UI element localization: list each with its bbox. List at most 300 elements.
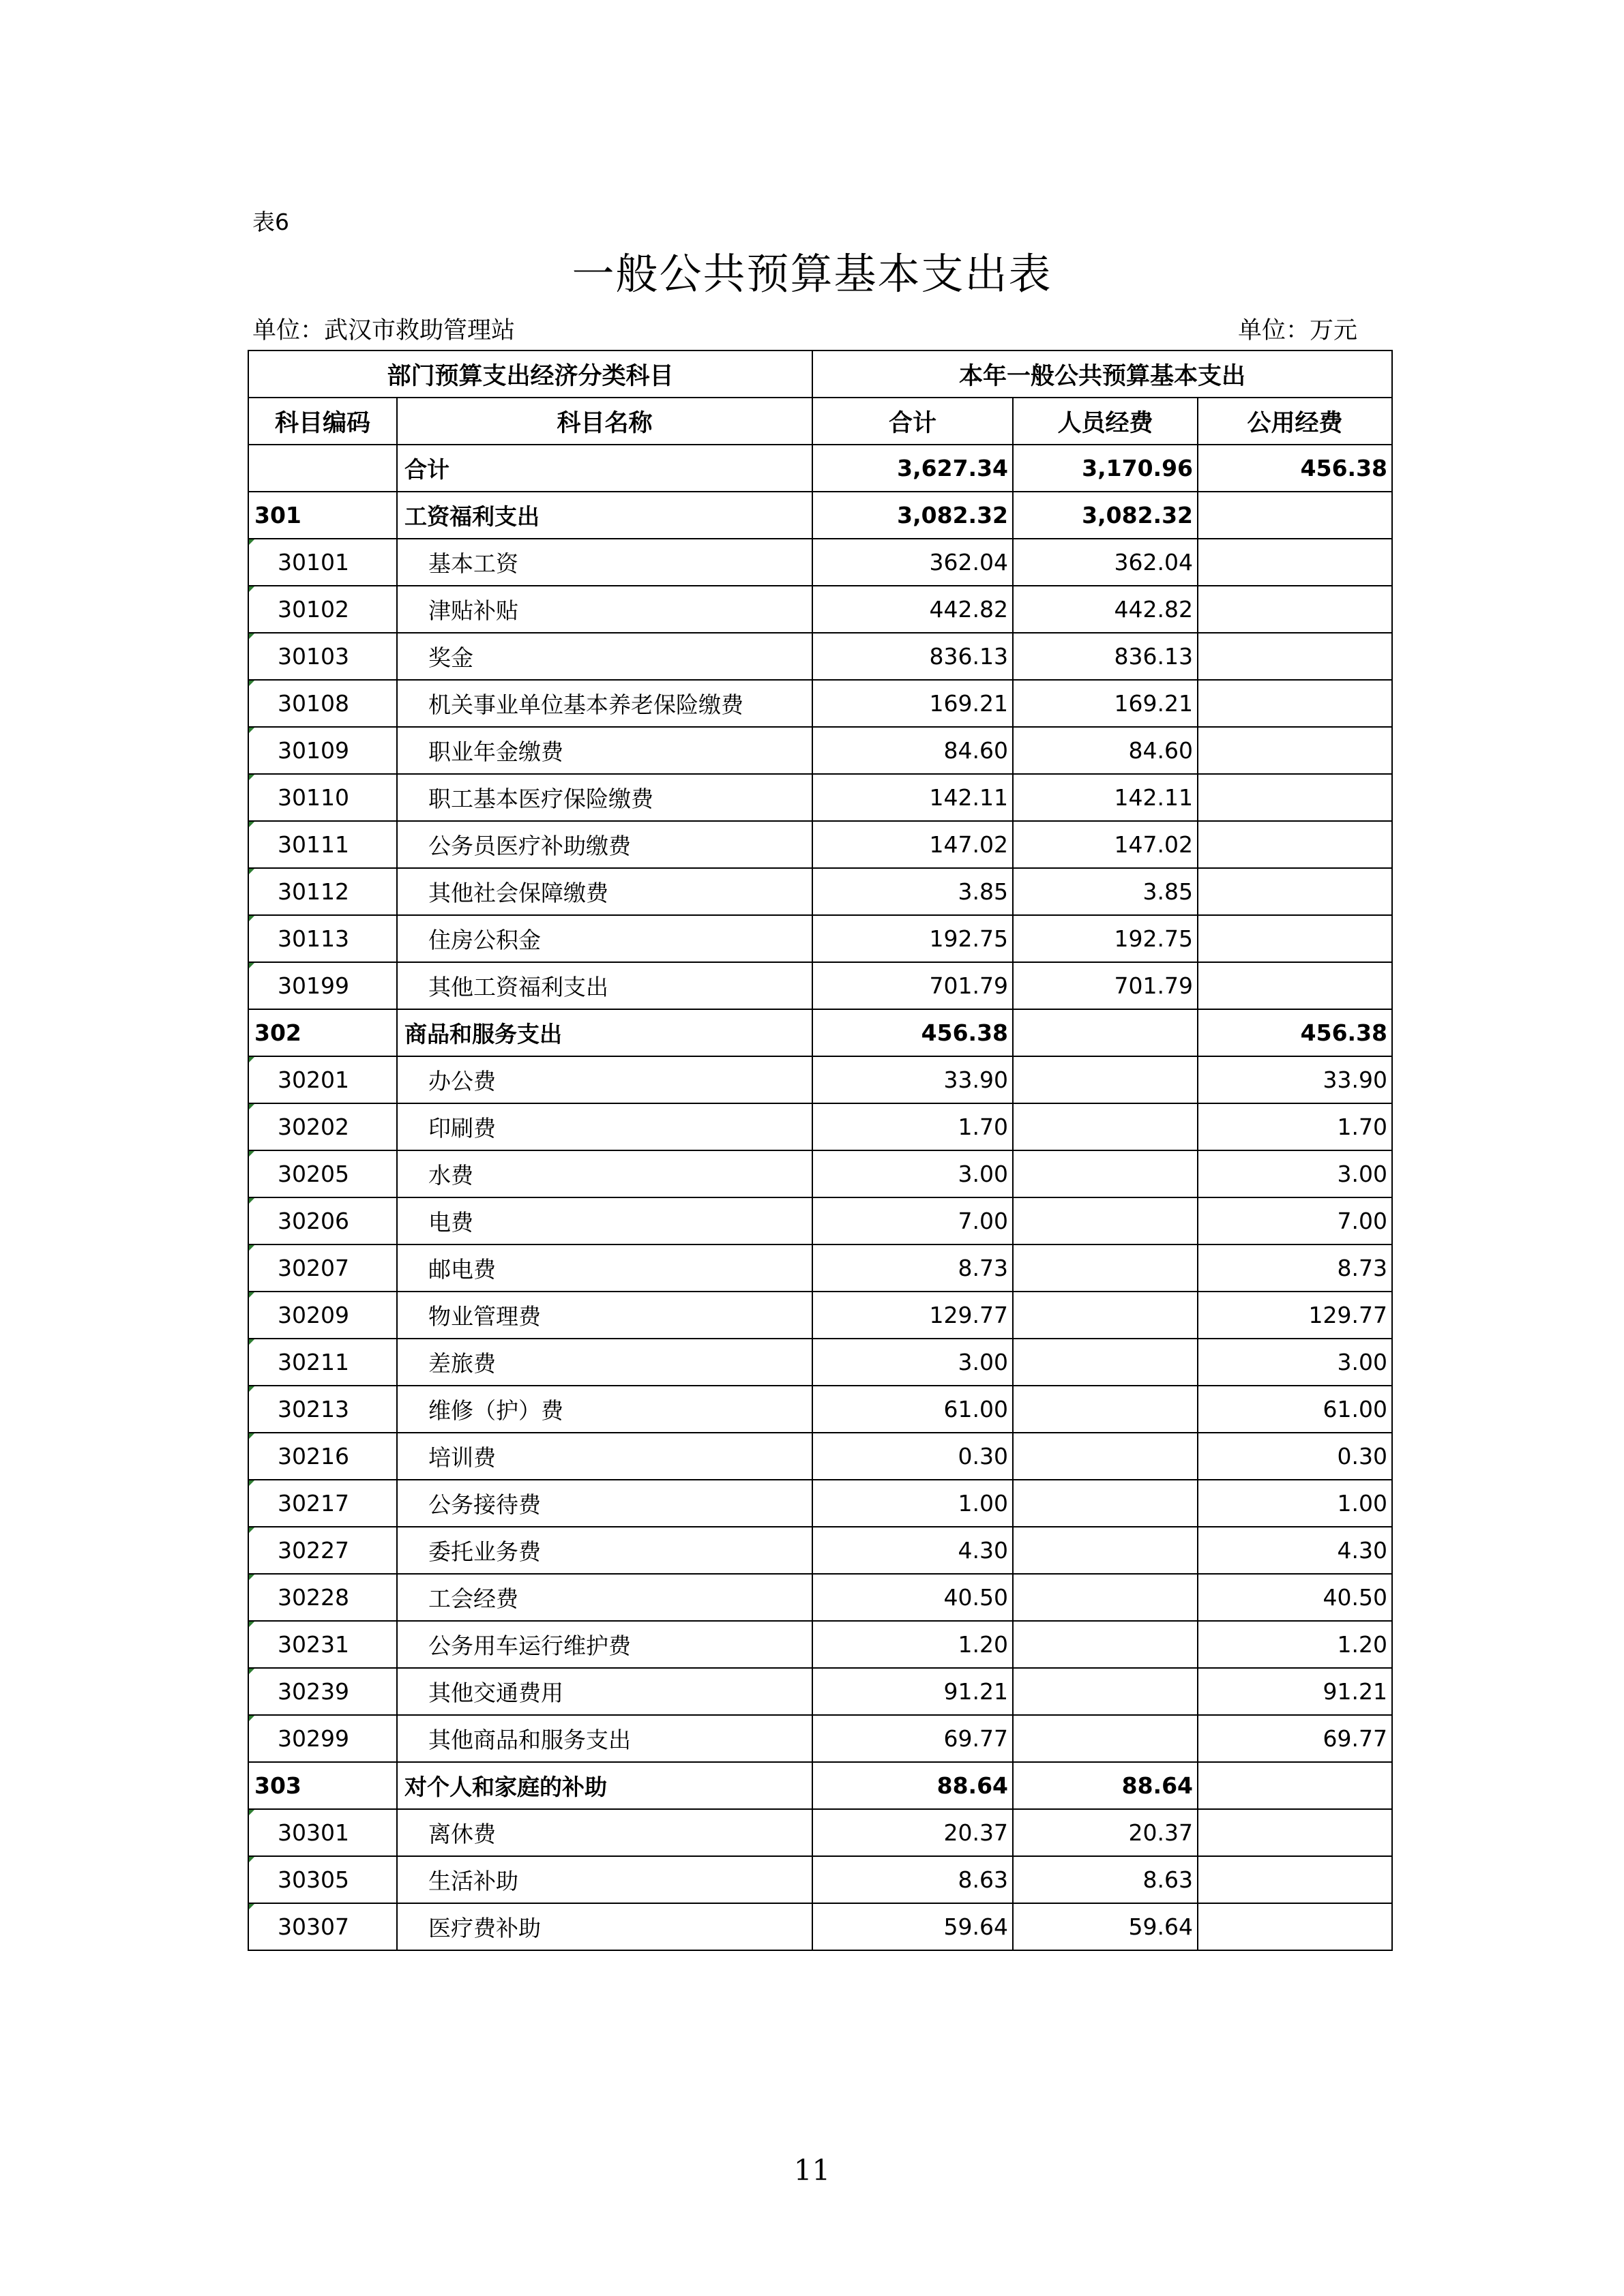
code-text: 30217: [278, 1490, 349, 1517]
code-cell: [248, 1292, 397, 1339]
public-cell: [1198, 680, 1392, 727]
total-text: 701.79: [929, 972, 1009, 999]
total-text: 20.37: [943, 1819, 1009, 1846]
total-cell: [812, 915, 1013, 962]
name-text: 电费: [428, 1209, 473, 1236]
personnel-cell: [1013, 1621, 1198, 1668]
personnel-cell: [1013, 586, 1198, 633]
table-row: [248, 1903, 1392, 1950]
total-cell: [812, 539, 1013, 586]
cell-marker: [249, 869, 254, 874]
code-cell: [248, 868, 397, 915]
name-text: 公务接待费: [428, 1491, 541, 1518]
page-title: 一般公共预算基本支出表: [572, 249, 1052, 299]
name-cell: [397, 774, 812, 821]
table-row: [248, 1150, 1392, 1197]
personnel-text: 836.13: [1114, 643, 1194, 670]
name-text: 离休费: [428, 1821, 496, 1847]
public-cell: [1198, 1150, 1392, 1197]
code-text: 30227: [278, 1537, 349, 1564]
total-text: 8.63: [958, 1866, 1009, 1893]
personnel-text: 142.11: [1114, 784, 1194, 811]
name-cell: [397, 1903, 812, 1950]
table-row: [248, 680, 1392, 727]
category-row: [248, 1762, 1392, 1809]
name-text: 津贴补贴: [428, 597, 518, 624]
name-cell: [397, 1433, 812, 1480]
name-text: 公务员医疗补助缴费: [428, 833, 631, 859]
code-text: 30228: [278, 1584, 349, 1611]
personnel-cell: [1013, 1244, 1198, 1292]
personnel-cell: [1013, 1574, 1198, 1621]
name-text: 其他社会保障缴费: [428, 880, 608, 906]
code-text: 30307: [278, 1913, 349, 1940]
code-text: 30216: [278, 1443, 349, 1470]
name-text: 工资福利支出: [404, 503, 540, 530]
code-text: 30299: [278, 1725, 349, 1752]
total-cell: [812, 727, 1013, 774]
group-header-expenditure: 本年一般公共预算基本支出: [812, 351, 1392, 398]
cell-marker: [249, 539, 254, 545]
code-cell: [248, 1103, 397, 1150]
public-text: 3.00: [1337, 1161, 1388, 1187]
table-row: [248, 1103, 1392, 1150]
budget-expenditure-table: [248, 350, 1393, 1951]
personnel-cell: [1013, 1527, 1198, 1574]
name-cell: [397, 1386, 812, 1433]
code-text: 303: [254, 1772, 301, 1799]
name-text: 商品和服务支出: [404, 1021, 562, 1047]
personnel-text: 8.63: [1142, 1866, 1194, 1893]
table-row: [248, 1715, 1392, 1762]
table-row: [248, 1621, 1392, 1668]
name-cell: [397, 1292, 812, 1339]
code-text: 301: [254, 502, 301, 528]
public-text: 61.00: [1323, 1396, 1388, 1422]
table-row: [248, 1480, 1392, 1527]
name-text: 维修（护）费: [428, 1397, 563, 1424]
cell-marker: [249, 1527, 254, 1533]
name-text: 对个人和家庭的补助: [404, 1774, 607, 1800]
total-cell: [812, 1762, 1013, 1809]
public-cell: [1198, 633, 1392, 680]
public-cell: [1198, 1244, 1392, 1292]
public-text: 1.20: [1337, 1631, 1388, 1658]
personnel-text: 3,082.32: [1082, 502, 1194, 528]
total-cell: [812, 1292, 1013, 1339]
total-text: 836.13: [929, 643, 1009, 670]
personnel-cell: [1013, 727, 1198, 774]
code-cell: [248, 962, 397, 1009]
code-text: 30109: [278, 737, 349, 764]
total-cell: [812, 1009, 1013, 1056]
code-text: 30205: [278, 1161, 349, 1187]
name-text: 基本工资: [428, 550, 518, 577]
total-cell: [812, 1244, 1013, 1292]
cell-marker: [249, 1480, 254, 1486]
name-cell: [397, 445, 812, 492]
group-header-classification: 部门预算支出经济分类科目: [248, 351, 812, 398]
cell-marker: [249, 1104, 254, 1109]
name-text: 物业管理费: [428, 1303, 541, 1330]
total-text: 192.75: [929, 925, 1009, 952]
public-cell: [1198, 1715, 1392, 1762]
table-row: [248, 868, 1392, 915]
personnel-cell: [1013, 774, 1198, 821]
total-text: 362.04: [929, 549, 1009, 576]
public-cell: [1198, 1292, 1392, 1339]
personnel-cell: [1013, 962, 1198, 1009]
code-text: 30113: [278, 925, 349, 952]
table-row: [248, 821, 1392, 868]
table-row: [248, 1433, 1392, 1480]
public-cell: [1198, 539, 1392, 586]
public-text: 3.00: [1337, 1349, 1388, 1375]
table-row: [248, 1856, 1392, 1903]
cell-marker: [249, 1857, 254, 1862]
public-cell: [1198, 1809, 1392, 1856]
code-cell: [248, 821, 397, 868]
personnel-cell: [1013, 868, 1198, 915]
cell-marker: [249, 1716, 254, 1721]
cell-marker: [249, 1245, 254, 1251]
page-number: 11: [793, 2153, 831, 2187]
name-text: 奖金: [428, 644, 473, 671]
name-text: 其他商品和服务支出: [428, 1727, 631, 1753]
name-cell: [397, 962, 812, 1009]
name-text: 委托业务费: [428, 1538, 541, 1565]
public-cell: [1198, 1668, 1392, 1715]
name-cell: [397, 1103, 812, 1150]
total-cell: [812, 962, 1013, 1009]
total-text: 3,082.32: [897, 502, 1009, 528]
total-cell: [812, 1574, 1013, 1621]
cell-marker: [249, 1057, 254, 1062]
total-text: 4.30: [958, 1537, 1009, 1564]
name-text: 公务用车运行维护费: [428, 1632, 631, 1659]
public-cell: [1198, 492, 1392, 539]
personnel-cell: [1013, 915, 1198, 962]
personnel-cell: [1013, 1668, 1198, 1715]
public-text: 456.38: [1300, 1019, 1388, 1046]
cell-marker: [249, 1575, 254, 1580]
total-text: 33.90: [943, 1067, 1009, 1093]
cell-marker: [249, 1386, 254, 1392]
total-cell: [812, 868, 1013, 915]
table-row: [248, 727, 1392, 774]
name-text: 培训费: [428, 1444, 496, 1471]
table-row: [248, 1527, 1392, 1574]
code-text: 30103: [278, 643, 349, 670]
code-text: 30202: [278, 1114, 349, 1140]
name-cell: [397, 1244, 812, 1292]
name-text: 职业年金缴费: [428, 739, 563, 765]
public-text: 129.77: [1308, 1302, 1388, 1328]
personnel-cell: [1013, 1386, 1198, 1433]
public-cell: [1198, 1009, 1392, 1056]
code-cell: [248, 1762, 397, 1809]
personnel-cell: [1013, 680, 1198, 727]
total-text: 442.82: [929, 596, 1009, 623]
name-text: 办公费: [428, 1068, 496, 1094]
name-cell: [397, 868, 812, 915]
table-row: [248, 1339, 1392, 1386]
table-row: [248, 1292, 1392, 1339]
personnel-text: 3.85: [1142, 878, 1194, 905]
public-cell: [1198, 915, 1392, 962]
public-text: 4.30: [1337, 1537, 1388, 1564]
public-text: 8.73: [1337, 1255, 1388, 1281]
table-row: [248, 774, 1392, 821]
code-cell: [248, 1527, 397, 1574]
name-cell: [397, 821, 812, 868]
name-cell: [397, 1621, 812, 1668]
cell-marker: [249, 1198, 254, 1204]
total-cell: [812, 633, 1013, 680]
table-row: [248, 1809, 1392, 1856]
code-cell: [248, 915, 397, 962]
public-cell: [1198, 1856, 1392, 1903]
name-text: 机关事业单位基本养老保险缴费: [428, 691, 743, 718]
total-text: 142.11: [929, 784, 1009, 811]
code-cell: [248, 586, 397, 633]
category-row: [248, 492, 1392, 539]
personnel-text: 701.79: [1114, 972, 1194, 999]
code-text: 30213: [278, 1396, 349, 1422]
cell-marker: [249, 1622, 254, 1627]
total-cell: [812, 1339, 1013, 1386]
name-text: 印刷费: [428, 1115, 496, 1142]
personnel-text: 442.82: [1114, 596, 1194, 623]
public-cell: [1198, 774, 1392, 821]
personnel-text: 3,170.96: [1082, 455, 1194, 481]
name-cell: [397, 1480, 812, 1527]
total-cell: [812, 680, 1013, 727]
total-cell: [812, 492, 1013, 539]
total-cell: [812, 1386, 1013, 1433]
public-text: 0.30: [1337, 1443, 1388, 1470]
personnel-text: 169.21: [1114, 690, 1194, 717]
code-cell: [248, 1433, 397, 1480]
name-text: 医疗费补助: [428, 1915, 541, 1941]
total-cell: [812, 1480, 1013, 1527]
personnel-cell: [1013, 1150, 1198, 1197]
name-cell: [397, 1009, 812, 1056]
code-cell: [248, 1244, 397, 1292]
total-text: 0.30: [958, 1443, 1009, 1470]
total-cell: [812, 774, 1013, 821]
name-text: 其他交通费用: [428, 1680, 563, 1706]
column-header-code: 科目编码: [248, 398, 397, 445]
total-cell: [812, 1527, 1013, 1574]
code-cell: [248, 492, 397, 539]
code-text: 30101: [278, 549, 349, 576]
total-cell: [812, 445, 1013, 492]
personnel-cell: [1013, 1433, 1198, 1480]
personnel-cell: [1013, 633, 1198, 680]
table-row: [248, 915, 1392, 962]
public-text: 69.77: [1323, 1725, 1388, 1752]
public-cell: [1198, 1339, 1392, 1386]
table-row: [248, 539, 1392, 586]
column-header-personnel: 人员经费: [1013, 398, 1198, 445]
personnel-cell: [1013, 1197, 1198, 1244]
personnel-text: 192.75: [1114, 925, 1194, 952]
column-header-row: [248, 398, 1392, 445]
code-text: 30305: [278, 1866, 349, 1893]
name-text: 水费: [428, 1162, 473, 1189]
code-cell: [248, 1339, 397, 1386]
total-text: 61.00: [943, 1396, 1009, 1422]
total-text: 91.21: [943, 1678, 1009, 1705]
cell-marker: [249, 1669, 254, 1674]
total-cell: [812, 821, 1013, 868]
personnel-cell: [1013, 1009, 1198, 1056]
code-text: 302: [254, 1019, 301, 1046]
total-text: 1.70: [958, 1114, 1009, 1140]
total-cell: [812, 1621, 1013, 1668]
total-text: 7.00: [958, 1208, 1009, 1234]
name-cell: [397, 680, 812, 727]
personnel-cell: [1013, 1715, 1198, 1762]
public-cell: [1198, 1621, 1392, 1668]
code-text: 30209: [278, 1302, 349, 1328]
name-text: 住房公积金: [428, 927, 541, 953]
code-text: 30239: [278, 1678, 349, 1705]
personnel-cell: [1013, 492, 1198, 539]
name-cell: [397, 1197, 812, 1244]
name-cell: [397, 1150, 812, 1197]
name-cell: [397, 1715, 812, 1762]
code-text: 30207: [278, 1255, 349, 1281]
name-cell: [397, 915, 812, 962]
table-row: [248, 1574, 1392, 1621]
table-row: [248, 1668, 1392, 1715]
personnel-cell: [1013, 1762, 1198, 1809]
personnel-cell: [1013, 1339, 1198, 1386]
total-cell: [812, 1809, 1013, 1856]
code-cell: [248, 1809, 397, 1856]
public-cell: [1198, 445, 1392, 492]
total-text: 8.73: [958, 1255, 1009, 1281]
total-cell: [812, 1668, 1013, 1715]
code-cell: [248, 1056, 397, 1103]
total-text: 129.77: [929, 1302, 1009, 1328]
code-text: 30301: [278, 1819, 349, 1846]
personnel-text: 88.64: [1121, 1772, 1194, 1799]
code-text: 30211: [278, 1349, 349, 1375]
table-row: [248, 1244, 1392, 1292]
cell-marker: [249, 775, 254, 780]
code-cell: [248, 1668, 397, 1715]
public-cell: [1198, 1056, 1392, 1103]
public-cell: [1198, 586, 1392, 633]
column-header-name: 科目名称: [397, 398, 812, 445]
total-cell: [812, 1103, 1013, 1150]
table-row: [248, 633, 1392, 680]
code-text: 30206: [278, 1208, 349, 1234]
cell-marker: [249, 728, 254, 733]
code-cell: [248, 1150, 397, 1197]
table-row: [248, 1056, 1392, 1103]
column-header-total: 合计: [812, 398, 1013, 445]
name-cell: [397, 1056, 812, 1103]
total-cell: [812, 586, 1013, 633]
name-cell: [397, 727, 812, 774]
code-text: 30112: [278, 878, 349, 905]
personnel-cell: [1013, 1480, 1198, 1527]
total-cell: [812, 1715, 1013, 1762]
total-text: 88.64: [936, 1772, 1009, 1799]
code-text: 30102: [278, 596, 349, 623]
personnel-text: 147.02: [1114, 831, 1194, 858]
unit-currency: 单位：万元: [1238, 317, 1358, 344]
code-text: 30199: [278, 972, 349, 999]
total-text: 3.00: [958, 1349, 1009, 1375]
name-text: 邮电费: [428, 1256, 496, 1283]
name-text: 职工基本医疗保险缴费: [428, 786, 653, 812]
table-row: [248, 1197, 1392, 1244]
cell-marker: [249, 1433, 254, 1439]
name-cell: [397, 1527, 812, 1574]
public-text: 91.21: [1323, 1678, 1388, 1705]
public-text: 7.00: [1337, 1208, 1388, 1234]
name-cell: [397, 1574, 812, 1621]
name-text: 生活补助: [428, 1868, 518, 1894]
name-text: 合计: [404, 456, 449, 483]
code-text: 30108: [278, 690, 349, 717]
table-row: [248, 1386, 1392, 1433]
total-text: 84.60: [943, 737, 1009, 764]
code-text: 30111: [278, 831, 349, 858]
total-cell: [812, 1903, 1013, 1950]
name-cell: [397, 1856, 812, 1903]
personnel-cell: [1013, 821, 1198, 868]
total-text: 3.85: [958, 878, 1009, 905]
code-cell: [248, 1009, 397, 1056]
public-cell: [1198, 1386, 1392, 1433]
public-cell: [1198, 1480, 1392, 1527]
total-text: 40.50: [943, 1584, 1009, 1611]
total-text: 169.21: [929, 690, 1009, 717]
code-cell: [248, 445, 397, 492]
total-cell: [812, 1856, 1013, 1903]
public-cell: [1198, 868, 1392, 915]
cell-marker: [249, 1810, 254, 1815]
code-cell: [248, 1574, 397, 1621]
name-text: 工会经费: [428, 1585, 518, 1612]
total-text: 59.64: [943, 1913, 1009, 1940]
personnel-cell: [1013, 1292, 1198, 1339]
code-cell: [248, 1386, 397, 1433]
public-cell: [1198, 727, 1392, 774]
total-cell: [812, 1433, 1013, 1480]
personnel-text: 20.37: [1128, 1819, 1194, 1846]
public-text: 33.90: [1323, 1067, 1388, 1093]
total-text: 147.02: [929, 831, 1009, 858]
cell-marker: [249, 822, 254, 827]
personnel-text: 59.64: [1128, 1913, 1194, 1940]
total-text: 3.00: [958, 1161, 1009, 1187]
name-text: 差旅费: [428, 1350, 496, 1377]
total-cell: [812, 1150, 1013, 1197]
code-cell: [248, 1480, 397, 1527]
code-cell: [248, 1715, 397, 1762]
public-cell: [1198, 821, 1392, 868]
name-cell: [397, 1809, 812, 1856]
personnel-cell: [1013, 1856, 1198, 1903]
public-cell: [1198, 1762, 1392, 1809]
